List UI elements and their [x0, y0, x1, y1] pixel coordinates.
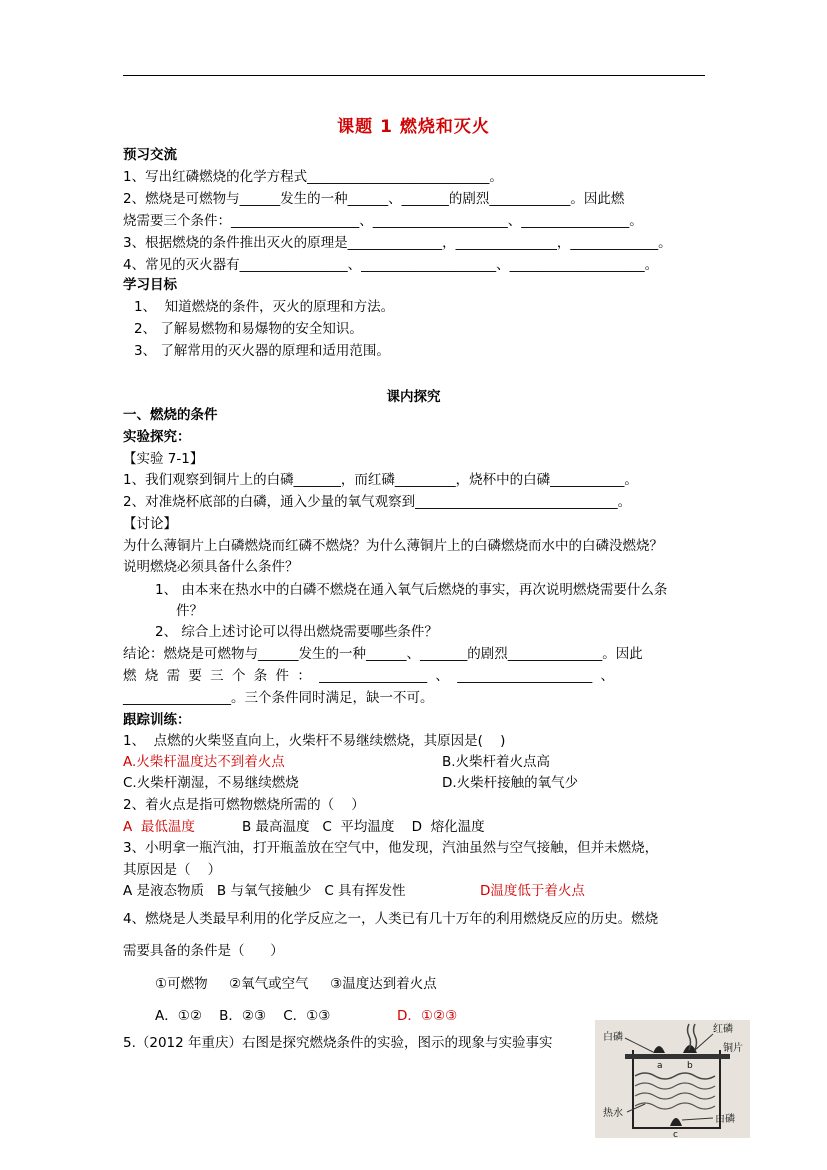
experiment-heading: 实验探究： — [123, 429, 191, 445]
conclusion-line1: 结论：燃烧是可燃物与______发生的一种______、_______的剧烈______________。因此 — [123, 646, 643, 662]
discussion-tag: 【讨论】 — [123, 516, 177, 532]
goal-item: 2、 了解易燃物和易爆物的安全知识。 — [134, 321, 363, 337]
practice-q3-options: A 是液态物质 B 与氧气接触少 C 具有挥发性 — [123, 883, 406, 899]
practice-q1-option-d: D.火柴杆接触的氧气少 — [442, 775, 579, 791]
experiment-q2: 2、对准烧杯底部的白磷，通入少量的氧气观察到______________________________。 — [123, 494, 632, 510]
practice-q1-option-b: B.火柴杆着火点高 — [442, 754, 551, 770]
preview-q4: 4、常见的灭火器有________________、____________________、____________________。 — [123, 257, 659, 273]
practice-q1-option-c: C.火柴杆潮湿，不易继续燃烧 — [123, 775, 299, 791]
header-rule — [123, 75, 705, 76]
practice-q2-answer: A 最低温度 — [123, 819, 195, 835]
practice-q1-option-a: A.火柴杆温度达不到着火点 — [123, 754, 285, 770]
discussion-q3b: 件？ — [176, 603, 203, 619]
practice-q4-answer: D．①②③ — [397, 1008, 458, 1024]
practice-q5: 5.（2012 年重庆）右图是探究燃烧条件的实验，图示的现象与实验事实 — [123, 1035, 553, 1051]
label-white-phosphorus-bottom: 白磷 — [715, 1114, 735, 1125]
discussion-q3a: 1、 由本来在热水中的白磷不燃烧在通入氧气后燃烧的事实，再次说明燃烧需要什么条 — [155, 582, 668, 598]
section-heading: 一、燃烧的条件 — [123, 407, 218, 423]
beaker-diagram — [595, 1020, 750, 1138]
preview-q1: 1、写出红磷燃烧的化学方程式___________________________。 — [123, 169, 503, 185]
page-title: 课题 1 燃烧和灭火 — [337, 117, 490, 137]
preview-heading: 预习交流 — [123, 147, 177, 163]
label-hot-water: 热水 — [603, 1108, 623, 1119]
practice-q3a: 3、小明拿一瓶汽油，打开瓶盖放在空气中，他发现，汽油虽然与空气接触，但并未燃烧， — [123, 840, 659, 856]
experiment-figure — [595, 1020, 750, 1138]
preview-q2a: 2、燃烧是可燃物与______发生的一种______、_______的剧烈____________。因此燃 — [123, 191, 625, 207]
discussion-q1: 为什么薄铜片上白磷燃烧而红磷不燃烧？为什么薄铜片上的白磷燃烧而水中的白磷没燃烧？ — [123, 538, 663, 554]
practice-q4b: 需要具备的条件是（ ） — [123, 943, 284, 959]
conclusion-line3: ________________。三个条件同时满足，缺一不可。 — [123, 690, 434, 706]
goal-item: 3、 了解常用的灭火器的原理和适用范围。 — [134, 343, 390, 359]
practice-q2-options: B 最高温度 C 平均温度 D 熔化温度 — [242, 819, 485, 835]
preview-q3: 3、根据燃烧的条件推出灭火的原理是______________，_______________，_____________。 — [123, 235, 672, 251]
discussion-q4: 2、 综合上述讨论可以得出燃烧需要哪些条件？ — [155, 624, 438, 640]
experiment-tag: 【实验 7-1】 — [123, 451, 204, 467]
label-b: b — [687, 1061, 693, 1071]
practice-q4a: 4、燃烧是人类最早利用的化学反应之一，人类已有几十万年的利用燃烧反应的历史。燃烧 — [123, 911, 659, 927]
practice-q4-options: A．①② B．②③ C．①③ — [155, 1008, 331, 1024]
label-copper-sheet: 铜片 — [723, 1043, 743, 1054]
label-a: a — [657, 1061, 663, 1071]
practice-q1: 1、 点燃的火柴竖直向上，火柴杆不易继续燃烧，其原因是( ) — [123, 733, 506, 749]
inclass-heading: 课内探究 — [386, 389, 441, 405]
practice-q4-items: ①可燃物 ②氧气或空气 ③温度达到着火点 — [155, 976, 437, 992]
goal-item: 1、 知道燃烧的条件，灭火的原理和方法。 — [134, 299, 395, 315]
conclusion-line2: 燃 烧 需 要 三 个 条 件 ： ________________ 、 ____________________ 、 — [123, 668, 614, 684]
practice-q3-answer: D温度低于着火点 — [480, 883, 585, 899]
practice-q2: 2、着火点是指可燃物燃烧所需的（ ） — [123, 797, 365, 813]
experiment-q1: 1、我们观察到铜片上的白磷_______，而红磷_________，烧杯中的白磷___________。 — [123, 472, 638, 488]
preview-q2b: 烧需要三个条件：___________________、____________________、________________。 — [123, 213, 643, 229]
label-c: c — [673, 1130, 678, 1138]
practice-heading: 跟踪训练： — [123, 712, 191, 728]
label-red-phosphorus: 红磷 — [713, 1024, 733, 1035]
label-white-phosphorus-top: 白磷 — [603, 1032, 623, 1043]
practice-q3b: 其原因是（ ） — [123, 862, 222, 878]
discussion-q2: 说明燃烧必须具备什么条件？ — [123, 559, 299, 575]
goals-heading: 学习目标 — [123, 277, 177, 293]
